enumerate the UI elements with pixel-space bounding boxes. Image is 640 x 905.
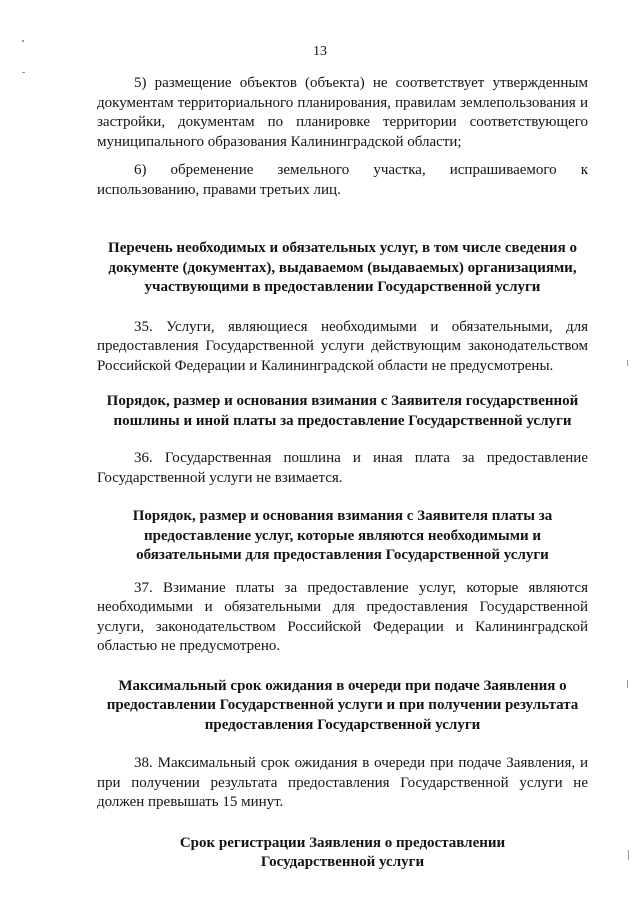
scan-speck <box>627 360 628 366</box>
paragraph-number: 36. <box>134 450 153 466</box>
paragraph-number: 35. <box>134 318 153 335</box>
scan-speck <box>627 680 628 688</box>
list-item-6: 6) обременение земельного участка, испрашиваемого к использованию, правами третьих лиц. <box>97 162 588 198</box>
paragraph-37 <box>97 579 588 657</box>
paragraph-text: Услуги, являющиеся необходимыми и обязательными, для предоставления Государственной услуги действующим законодательством Российской Федерации и Калининградской области не предусмотрены. <box>97 318 589 374</box>
section-heading-state-fee: Порядок, размер и основания взимания с Заявителя государственной пошлины и иной платы за предоставление Государственной услуги <box>106 393 579 429</box>
paragraph-36 <box>97 449 588 488</box>
document-body <box>97 74 588 873</box>
list-item-5: 5) размещение объектов (объекта) не соответствует утвержденным документам территориального планирования, правилам землепользования и застройки, документам по планировке территории соответствующего муниципального образования Калининградской области; <box>97 75 588 150</box>
section-heading-registration-time: Срок регистрации Заявления о предоставлении Государственной услуги <box>179 834 506 870</box>
paragraph-38 <box>97 754 588 813</box>
section-heading-required-services: Перечень необходимых и обязательных услуг, в том числе сведения о документе (документах), выдаваемом (выдаваемых) организациями, участвующими в предоставлении Государственной услуги <box>108 240 577 295</box>
section-heading-queue-time: Максимальный срок ожидания в очереди при подаче Заявления о предоставлении Государственной услуги и при получении результата предоставления Государственной услуги <box>106 677 579 733</box>
scan-speck <box>22 72 25 73</box>
paragraph-number: 38. <box>134 755 153 771</box>
paragraph-text: Взимание платы за предоставление услуг, которые являются необходимыми и обязательными для предоставления Государственной услуги, законодательством Российской Федерации и Калининградской областью не предусмотрено. <box>97 579 589 654</box>
paragraph-text: Максимальный срок ожидания в очереди при подаче Заявления, и при получении результата предоставления Государственной услуги не должен превышать 15 минут. <box>97 755 589 810</box>
paragraph-number: 37. <box>134 579 153 596</box>
page-number: 13 <box>313 44 327 59</box>
scan-speck <box>22 40 24 42</box>
scan-speck <box>628 850 629 860</box>
section-heading-fee-for-services: Порядок, размер и основания взимания с Заявителя платы за предоставление услуг, которые являются необходимыми и обязательными для предоставления Государственной услуги <box>132 508 553 563</box>
paragraph-text: Государственная пошлина и иная плата за предоставление Государственной услуги не взимается. <box>97 450 588 486</box>
paragraph-35 <box>97 318 588 377</box>
